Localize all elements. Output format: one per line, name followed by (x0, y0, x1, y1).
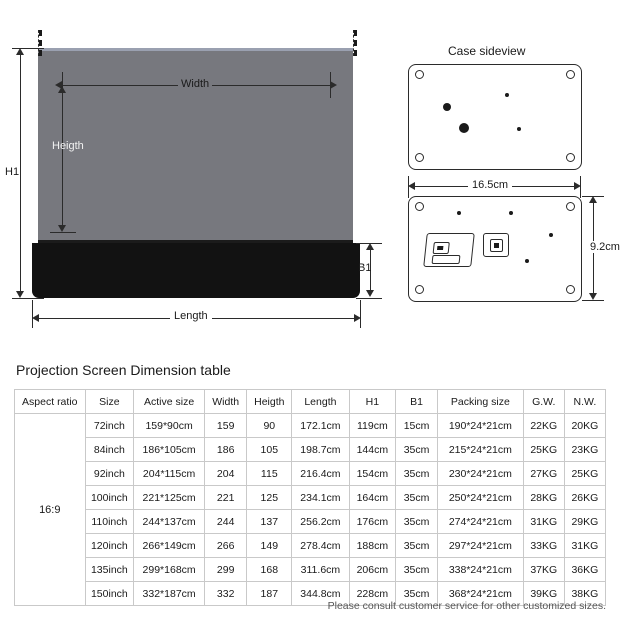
case-width-arrow-right (574, 182, 581, 190)
table-cell: 164cm (349, 486, 396, 510)
table-cell: 110inch (85, 510, 134, 534)
table-cell: 190*24*21cm (438, 414, 524, 438)
heigth-label: Heigth (52, 140, 84, 152)
table-cell: 221 (205, 486, 247, 510)
table-row (15, 558, 606, 582)
aspect-ratio-cell: 16:9 (15, 414, 86, 606)
table-cell: 33KG (523, 534, 564, 558)
table-cell: 27KG (523, 462, 564, 486)
table-cell: 31KG (523, 510, 564, 534)
case-sideview-title: Case sideview (448, 44, 526, 58)
table-header-cell: Aspect ratio (15, 390, 86, 414)
table-cell: 35cm (396, 462, 438, 486)
table-cell: 186*105cm (134, 438, 205, 462)
table-cell: 20KG (564, 414, 605, 438)
table-cell: 149 (247, 534, 292, 558)
table-cell: 274*24*21cm (438, 510, 524, 534)
table-cell: 35cm (396, 534, 438, 558)
h1-arrow-up (16, 48, 24, 55)
table-cell: 186 (205, 438, 247, 462)
table-cell: 311.6cm (292, 558, 349, 582)
table-cell: 37KG (523, 558, 564, 582)
case-width-arrow-left (408, 182, 415, 190)
table-cell: 92inch (85, 462, 134, 486)
switch-icon (490, 239, 503, 252)
mount-hole-icon (505, 93, 509, 97)
table-cell: 299 (205, 558, 247, 582)
b1-arrow-down (366, 290, 374, 297)
heigth-tick-bottom (50, 232, 76, 233)
table-cell: 278.4cm (292, 534, 349, 558)
table-row (15, 486, 606, 510)
table-cell: 28KG (523, 486, 564, 510)
table-cell: 84inch (85, 438, 134, 462)
table-cell: 206cm (349, 558, 396, 582)
length-label: Length (170, 310, 212, 322)
table-cell: 154cm (349, 462, 396, 486)
table-cell: 215*24*21cm (438, 438, 524, 462)
table-cell: 187 (247, 582, 292, 606)
table-cell: 338*24*21cm (438, 558, 524, 582)
table-cell: 234.1cm (292, 486, 349, 510)
mount-hole-icon (549, 233, 553, 237)
table-cell: 35cm (396, 486, 438, 510)
case-height-arrow-up (589, 196, 597, 203)
mount-hole-icon (457, 211, 461, 215)
table-cell: 35cm (396, 438, 438, 462)
table-row (15, 534, 606, 558)
table-cell: 100inch (85, 486, 134, 510)
table-cell: 150inch (85, 582, 134, 606)
table-cell: 29KG (564, 510, 605, 534)
table-header-cell: N.W. (564, 390, 605, 414)
table-cell: 159 (205, 414, 247, 438)
table-cell: 332 (205, 582, 247, 606)
table-cell: 344.8cm (292, 582, 349, 606)
screen-diagram (0, 0, 390, 348)
table-cell: 35cm (396, 510, 438, 534)
h1-arrow-down (16, 291, 24, 298)
h1-label: H1 (5, 166, 20, 178)
width-tick-right (330, 72, 331, 98)
screw-icon (566, 202, 575, 211)
table-cell: 159*90cm (134, 414, 205, 438)
table-cell: 90 (247, 414, 292, 438)
table-cell: 332*187cm (134, 582, 205, 606)
table-cell: 198.7cm (292, 438, 349, 462)
table-cell: 266*149cm (134, 534, 205, 558)
b1-tick-bottom (356, 298, 382, 299)
length-arrow-right (354, 314, 361, 322)
b1-arrow-up (366, 243, 374, 250)
table-cell: 25KG (564, 462, 605, 486)
width-label: Width (178, 78, 212, 90)
table-cell: 216.4cm (292, 462, 349, 486)
screw-icon (415, 153, 424, 162)
heigth-dimension-line (62, 92, 63, 225)
table-cell: 39KG (523, 582, 564, 606)
extension-line-top-left (38, 30, 42, 56)
table-row (15, 510, 606, 534)
table-header-cell: H1 (349, 390, 396, 414)
table-footnote: Please consult customer service for other customized sizes. (327, 600, 606, 612)
table-cell: 36KG (564, 558, 605, 582)
table-cell: 119cm (349, 414, 396, 438)
table-row (15, 462, 606, 486)
table-cell: 144cm (349, 438, 396, 462)
power-switch-panel (483, 233, 509, 257)
table-cell: 204 (205, 462, 247, 486)
extension-line-top-right (353, 30, 357, 56)
table-cell: 204*115cm (134, 462, 205, 486)
table-cell: 221*125cm (134, 486, 205, 510)
screw-icon (415, 70, 424, 79)
table-cell: 25KG (523, 438, 564, 462)
table-cell: 15cm (396, 414, 438, 438)
switch-slot-icon (432, 255, 461, 264)
screw-icon (415, 285, 424, 294)
table-header-cell: B1 (396, 390, 438, 414)
screw-icon (566, 153, 575, 162)
table-cell: 120inch (85, 534, 134, 558)
screw-icon (566, 70, 575, 79)
case-height-arrow-down (589, 293, 597, 300)
h1-dimension-line (20, 54, 21, 292)
mount-hole-icon (517, 127, 521, 131)
table-cell: 105 (247, 438, 292, 462)
table-cell: 125 (247, 486, 292, 510)
table-cell: 22KG (523, 414, 564, 438)
heigth-arrow-up (58, 86, 66, 93)
case-sideview-top (408, 64, 582, 170)
table-header-cell: Size (85, 390, 134, 414)
table-cell: 172.1cm (292, 414, 349, 438)
table-header-cell: Width (205, 390, 247, 414)
width-arrow-right (330, 81, 337, 89)
table-cell: 299*168cm (134, 558, 205, 582)
case-sideview-diagram (392, 0, 620, 348)
table-header-cell: Packing size (438, 390, 524, 414)
table-cell: 26KG (564, 486, 605, 510)
table-header-cell: Length (292, 390, 349, 414)
table-cell: 135inch (85, 558, 134, 582)
h1-tick-bottom (12, 298, 44, 299)
b1-label: B1 (358, 262, 372, 274)
mount-hole-icon (459, 123, 469, 133)
table-cell: 230*24*21cm (438, 462, 524, 486)
table-cell: 256.2cm (292, 510, 349, 534)
case-width-label: 16.5cm (468, 179, 512, 191)
table-header-cell: G.W. (523, 390, 564, 414)
length-arrow-left (32, 314, 39, 322)
table-cell: 244 (205, 510, 247, 534)
table-cell: 228cm (349, 582, 396, 606)
table-row (15, 414, 606, 438)
dimension-table (14, 389, 606, 606)
table-header-cell: Active size (134, 390, 205, 414)
screen-case-body (32, 243, 360, 298)
table-cell: 297*24*21cm (438, 534, 524, 558)
mount-hole-icon (509, 211, 513, 215)
heigth-arrow-down (58, 225, 66, 232)
table-cell: 176cm (349, 510, 396, 534)
table-cell: 168 (247, 558, 292, 582)
table-cell: 368*24*21cm (438, 582, 524, 606)
screw-icon (415, 202, 424, 211)
case-sideview-bottom (408, 196, 582, 302)
table-cell: 188cm (349, 534, 396, 558)
table-cell: 266 (205, 534, 247, 558)
table-cell: 35cm (396, 558, 438, 582)
screw-icon (566, 285, 575, 294)
table-cell: 137 (247, 510, 292, 534)
table-cell: 250*24*21cm (438, 486, 524, 510)
mount-hole-icon (525, 259, 529, 263)
table-cell: 244*137cm (134, 510, 205, 534)
connector-panel (423, 233, 475, 267)
case-height-label: 9.2cm (590, 241, 620, 253)
table-cell: 38KG (564, 582, 605, 606)
table-row (15, 438, 606, 462)
table-cell: 31KG (564, 534, 605, 558)
case-height-tick-bottom (582, 300, 604, 301)
socket-icon (433, 242, 450, 254)
mount-hole-icon (443, 103, 451, 111)
table-cell: 35cm (396, 582, 438, 606)
table-cell: 72inch (85, 414, 134, 438)
table-title: Projection Screen Dimension table (16, 362, 231, 378)
table-cell: 23KG (564, 438, 605, 462)
table-header-cell: Heigth (247, 390, 292, 414)
table-cell: 115 (247, 462, 292, 486)
table-header-row (15, 390, 606, 414)
